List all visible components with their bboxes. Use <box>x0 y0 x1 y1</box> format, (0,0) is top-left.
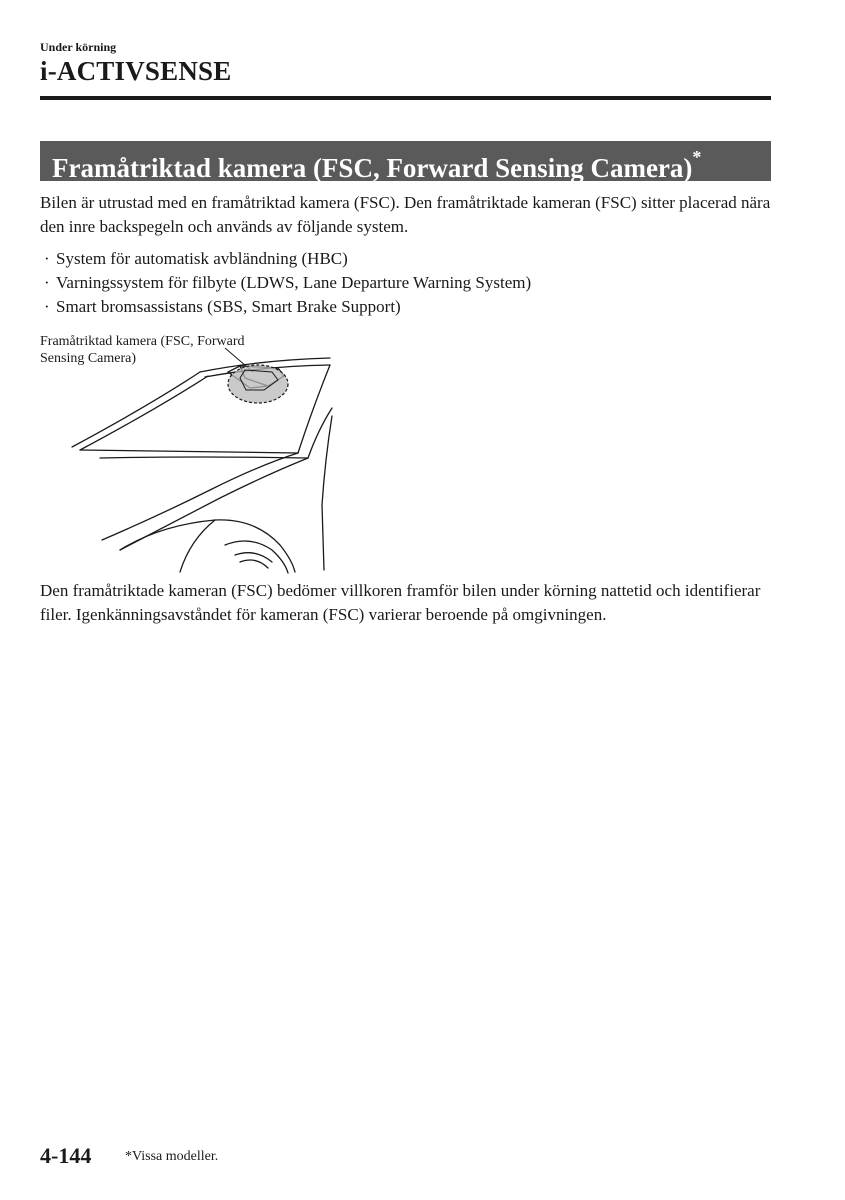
system-list <box>44 247 531 319</box>
breadcrumb: Under körning <box>40 40 117 54</box>
body-paragraph: Den framåtriktade kameran (FSC) bedömer villkoren framför bilen under körning nattetid och identifierar filer. Igenkänningsavståndet för kameran (FSC) varierar beroende på omgivningen. <box>40 581 761 624</box>
section-banner <box>40 141 771 181</box>
footnote: *Vissa modeller. <box>125 1149 219 1164</box>
list-item <box>44 271 531 295</box>
bullet-dot: · <box>44 249 50 268</box>
chapter-title: i-ACTIVSENSE <box>40 56 232 86</box>
figure-caption <box>40 333 300 367</box>
section-title-marker: * <box>692 147 702 167</box>
section-title: Framåtriktad kamera (FSC, Forward Sensing Camera) <box>52 153 693 183</box>
figure-caption-line2: Sensing Camera) <box>40 351 137 366</box>
list-item-text: Smart bromsassistans (SBS, Smart Brake Support) <box>56 297 401 316</box>
bullet-dot: · <box>44 273 50 292</box>
list-item <box>44 295 531 319</box>
figure-caption-line1: Framåtriktad kamera (FSC, Forward <box>40 334 245 349</box>
list-item-text: Varningssystem för filbyte (LDWS, Lane Departure Warning System) <box>56 273 532 292</box>
page-number: 4-144 <box>40 1143 92 1168</box>
chapter-rule <box>40 96 771 100</box>
bullet-dot: · <box>44 297 50 316</box>
intro-paragraph: Bilen är utrustad med en framåtriktad kamera (FSC). Den framåtriktade kameran (FSC) sitter placerad nära den inre backspegeln och används av följande system. <box>40 193 771 236</box>
list-item-text: System för automatisk avbländning (HBC) <box>56 249 348 268</box>
list-item <box>44 247 531 271</box>
